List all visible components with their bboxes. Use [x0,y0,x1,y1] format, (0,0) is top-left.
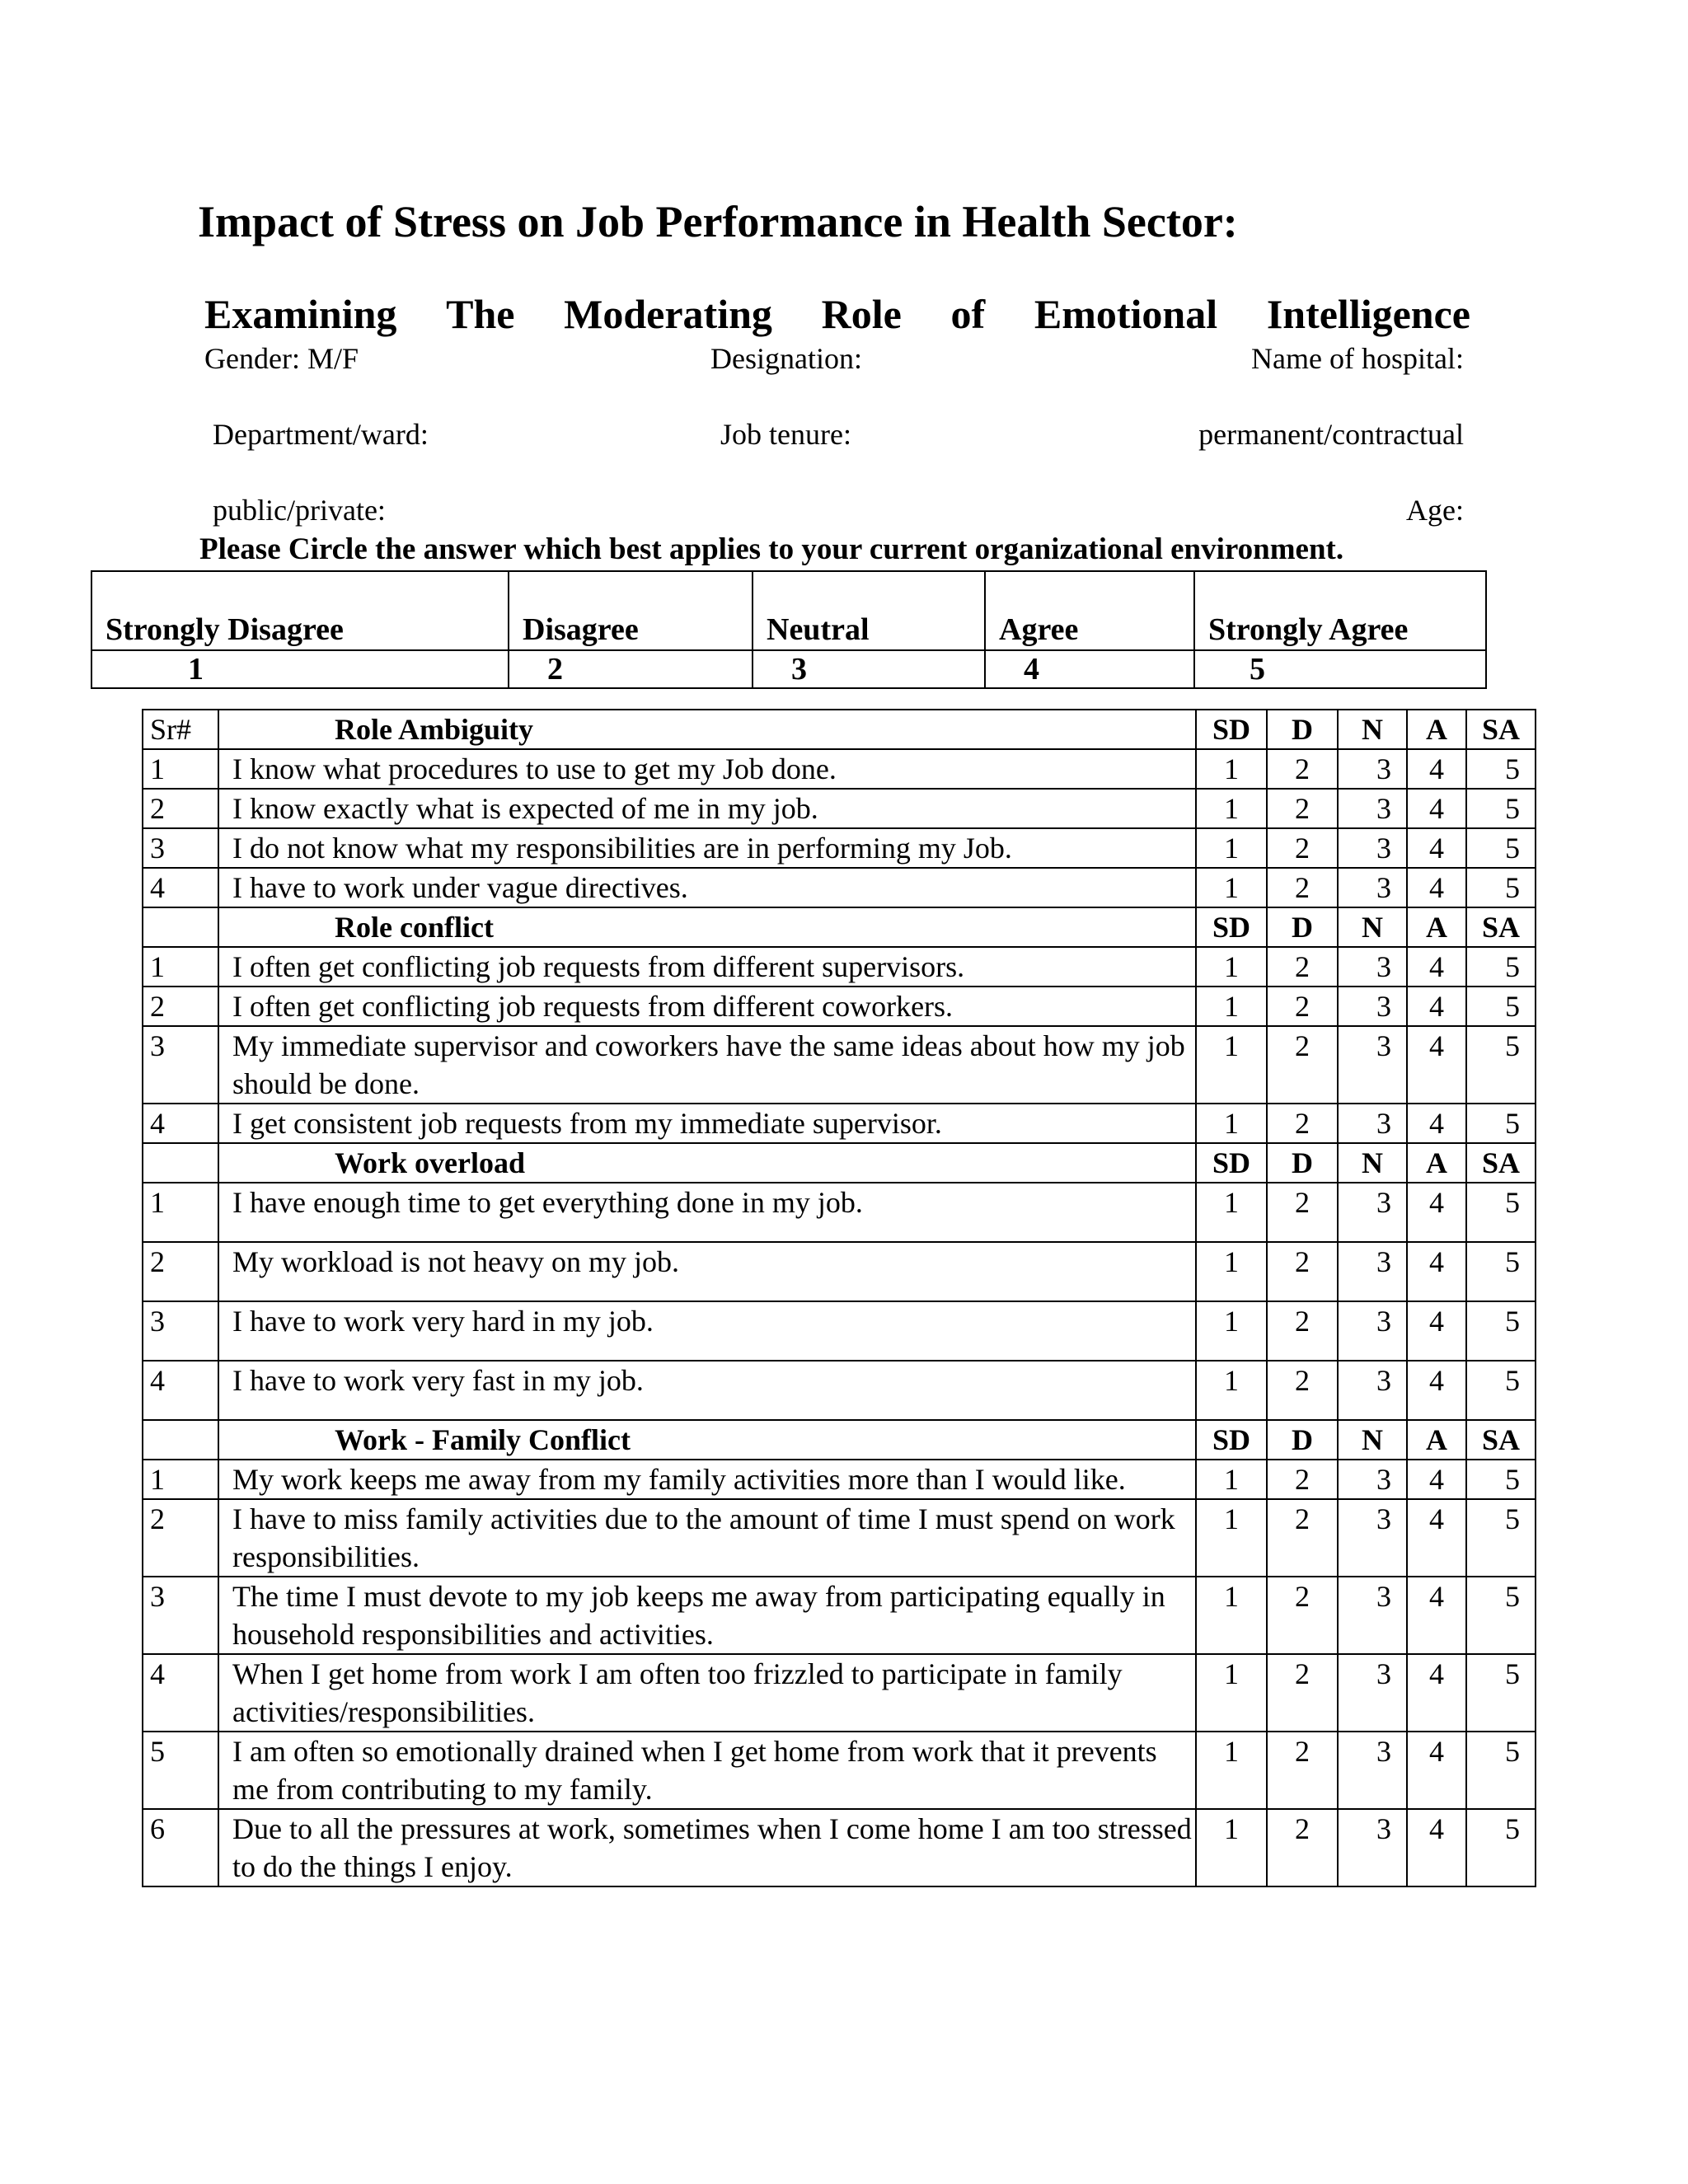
section-title: Work - Family Conflict [218,1420,1196,1460]
question-row [143,1361,1536,1420]
question-number: 2 [143,789,218,828]
scale-option[interactable]: 2 [1267,828,1338,868]
scale-option[interactable]: 5 [1466,1183,1536,1242]
question-row [143,1732,1536,1809]
scale-column-header: A [1407,1143,1466,1183]
scale-option[interactable]: 2 [1267,947,1338,987]
scale-column-header: D [1267,907,1338,947]
question-number: 4 [143,1104,218,1143]
scale-column-header: N [1338,1420,1407,1460]
scale-column-header: D [1267,710,1338,749]
instruction-text: Please Circle the answer which best applies to your current organizational environment. [199,532,1344,566]
sr-cell-empty [143,1143,218,1183]
question-row [143,1242,1536,1301]
scale-column-header: SD [1196,710,1267,749]
scale-option[interactable]: 1 [1196,1301,1267,1361]
question-text: The time I must devote to my job keeps me away from participating equally in household responsibilities and activities. [218,1577,1196,1654]
sr-column-header: Sr# [143,710,218,749]
scale-option[interactable]: 5 [1466,789,1536,828]
contract-type-field-label: permanent/contractual [1198,418,1464,451]
question-number: 3 [143,1577,218,1654]
page-subtitle [204,290,1470,338]
scale-option[interactable]: 5 [1466,749,1536,789]
scale-option[interactable]: 5 [1466,1301,1536,1361]
question-text: I have to work very hard in my job. [218,1301,1196,1361]
scale-option[interactable]: 1 [1196,828,1267,868]
question-row [143,987,1536,1026]
question-number: 1 [143,947,218,987]
legend-label: Neutral [753,571,985,650]
scale-option[interactable]: 5 [1466,1460,1536,1499]
question-text: I get consistent job requests from my immediate supervisor. [218,1104,1196,1143]
legend-value: 2 [509,650,753,688]
scale-option[interactable]: 4 [1407,1301,1466,1361]
question-number: 1 [143,1183,218,1242]
sr-cell-empty [143,907,218,947]
scale-option[interactable]: 5 [1466,987,1536,1026]
scale-option[interactable]: 1 [1196,749,1267,789]
section-header-row [143,907,1536,947]
scale-option[interactable]: 5 [1466,1242,1536,1301]
scale-option[interactable]: 1 [1196,1732,1267,1809]
subtitle-word: Emotional [1034,291,1218,337]
question-row [143,1577,1536,1654]
question-text: I do not know what my responsibilities are in performing my Job. [218,828,1196,868]
scale-option[interactable]: 4 [1407,1361,1466,1420]
question-row [143,868,1536,907]
question-number: 5 [143,1732,218,1809]
question-row [143,1183,1536,1242]
scale-option[interactable]: 4 [1407,749,1466,789]
question-text: I often get conflicting job requests from different coworkers. [218,987,1196,1026]
scale-column-header: N [1338,907,1407,947]
scale-option[interactable]: 3 [1338,1361,1407,1420]
scale-option[interactable]: 2 [1267,1577,1338,1654]
scale-column-header: N [1338,1143,1407,1183]
question-number: 3 [143,1026,218,1104]
scale-option[interactable]: 3 [1338,828,1407,868]
scale-option[interactable]: 1 [1196,868,1267,907]
scale-option[interactable]: 2 [1267,1026,1338,1104]
scale-option[interactable]: 4 [1407,789,1466,828]
scale-legend-table [91,570,1487,689]
subtitle-word: Moderating [564,291,772,337]
question-row [143,947,1536,987]
question-number: 1 [143,749,218,789]
scale-option[interactable]: 3 [1338,1460,1407,1499]
scale-option[interactable]: 2 [1267,1242,1338,1301]
scale-option[interactable]: 4 [1407,828,1466,868]
scale-column-header: N [1338,710,1407,749]
legend-label: Strongly Disagree [91,571,509,650]
question-row [143,1026,1536,1104]
scale-option[interactable]: 1 [1196,789,1267,828]
legend-value: 1 [91,650,509,688]
scale-option[interactable]: 2 [1267,1732,1338,1809]
question-text: I know what procedures to use to get my Job done. [218,749,1196,789]
question-number: 2 [143,1242,218,1301]
scale-option[interactable]: 4 [1407,1242,1466,1301]
question-row [143,1809,1536,1886]
legend-label: Strongly Agree [1194,571,1486,650]
scale-column-header: A [1407,710,1466,749]
scale-option[interactable]: 4 [1407,1183,1466,1242]
scale-option[interactable]: 1 [1196,1460,1267,1499]
scale-option[interactable]: 1 [1196,1361,1267,1420]
question-row [143,828,1536,868]
question-text: I have to miss family activities due to the amount of time I must spend on work responsibilities. [218,1499,1196,1577]
question-row [143,1104,1536,1143]
scale-option[interactable]: 3 [1338,1499,1407,1577]
question-row [143,1301,1536,1361]
scale-option[interactable]: 3 [1338,1732,1407,1809]
legend-value: 4 [985,650,1194,688]
scale-option[interactable]: 1 [1196,1242,1267,1301]
scale-option[interactable]: 2 [1267,1301,1338,1361]
hospital-name-field-label: Name of hospital: [1251,342,1464,375]
subtitle-word: of [950,291,986,337]
scale-option[interactable]: 3 [1338,1183,1407,1242]
scale-option[interactable]: 3 [1338,868,1407,907]
legend-label: Agree [985,571,1194,650]
scale-option[interactable]: 2 [1267,1809,1338,1886]
scale-column-header: SD [1196,1143,1267,1183]
scale-column-header: SA [1466,1143,1536,1183]
question-text: I am often so emotionally drained when I get home from work that it prevents me from contributing to my family. [218,1732,1196,1809]
scale-option[interactable]: 4 [1407,987,1466,1026]
scale-option[interactable]: 5 [1466,1026,1536,1104]
scale-option[interactable]: 5 [1466,1104,1536,1143]
scale-option[interactable]: 3 [1338,789,1407,828]
scale-option[interactable]: 1 [1196,1577,1267,1654]
scale-option[interactable]: 2 [1267,987,1338,1026]
subtitle-word: Intelligence [1266,291,1470,337]
subtitle-word: Role [821,291,902,337]
scale-option[interactable]: 4 [1407,1499,1466,1577]
question-number: 4 [143,1361,218,1420]
scale-column-header: D [1267,1143,1338,1183]
department-field-label: Department/ward: [213,418,429,451]
section-header-row [143,1143,1536,1183]
sector-field-label: public/private: [213,494,386,527]
scale-option[interactable]: 5 [1466,1809,1536,1886]
scale-option[interactable]: 4 [1407,1104,1466,1143]
scale-option[interactable]: 4 [1407,868,1466,907]
question-text: I have to work very fast in my job. [218,1361,1196,1420]
scale-option[interactable]: 3 [1338,749,1407,789]
scale-option[interactable]: 3 [1338,1301,1407,1361]
question-text: Due to all the pressures at work, sometimes when I come home I am too stressed to do the things I enjoy. [218,1809,1196,1886]
scale-option[interactable]: 3 [1338,1104,1407,1143]
scale-option[interactable]: 2 [1267,1361,1338,1420]
scale-option[interactable]: 4 [1407,1809,1466,1886]
scale-option[interactable]: 5 [1466,1361,1536,1420]
scale-option[interactable]: 5 [1466,1499,1536,1577]
scale-option[interactable]: 2 [1267,749,1338,789]
section-header-row [143,710,1536,749]
section-header-row [143,1420,1536,1460]
scale-column-header: D [1267,1420,1338,1460]
scale-option[interactable]: 3 [1338,1654,1407,1732]
question-number: 4 [143,868,218,907]
age-field-label: Age: [1406,494,1464,527]
scale-option[interactable]: 3 [1338,947,1407,987]
scale-option[interactable]: 4 [1407,947,1466,987]
questionnaire-table [142,709,1536,1887]
gender-field-label: Gender: M/F [204,342,359,375]
scale-option[interactable]: 1 [1196,1499,1267,1577]
scale-option[interactable]: 2 [1267,868,1338,907]
legend-value: 5 [1194,650,1486,688]
question-number: 2 [143,1499,218,1577]
scale-option[interactable]: 3 [1338,1242,1407,1301]
scale-option[interactable]: 5 [1466,947,1536,987]
question-row [143,1654,1536,1732]
scale-option[interactable]: 1 [1196,1026,1267,1104]
scale-option[interactable]: 2 [1267,1104,1338,1143]
scale-column-header: SD [1196,1420,1267,1460]
scale-option[interactable]: 3 [1338,1026,1407,1104]
designation-field-label: Designation: [710,342,862,375]
question-text: My immediate supervisor and coworkers have the same ideas about how my job should be done. [218,1026,1196,1104]
scale-column-header: SA [1466,710,1536,749]
scale-option[interactable]: 1 [1196,1809,1267,1886]
scale-option[interactable]: 5 [1466,868,1536,907]
sr-cell-empty [143,1420,218,1460]
question-row [143,789,1536,828]
scale-option[interactable]: 5 [1466,1732,1536,1809]
question-text: I have enough time to get everything done in my job. [218,1183,1196,1242]
scale-option[interactable]: 2 [1267,1654,1338,1732]
question-number: 1 [143,1460,218,1499]
question-row [143,1499,1536,1577]
section-title: Role Ambiguity [218,710,1196,749]
scale-option[interactable]: 5 [1466,1654,1536,1732]
scale-column-header: SD [1196,907,1267,947]
scale-column-header: A [1407,907,1466,947]
section-title: Role conflict [218,907,1196,947]
scale-option[interactable]: 4 [1407,1460,1466,1499]
scale-option[interactable]: 5 [1466,828,1536,868]
scale-option[interactable]: 4 [1407,1654,1466,1732]
scale-option[interactable]: 1 [1196,987,1267,1026]
question-row [143,749,1536,789]
question-text: I often get conflicting job requests from different supervisors. [218,947,1196,987]
section-title: Work overload [218,1143,1196,1183]
scale-column-header: A [1407,1420,1466,1460]
subtitle-word: Examining [204,291,397,337]
question-number: 6 [143,1809,218,1886]
question-text: I know exactly what is expected of me in my job. [218,789,1196,828]
question-number: 2 [143,987,218,1026]
scale-option[interactable]: 2 [1267,789,1338,828]
scale-option[interactable]: 3 [1338,1577,1407,1654]
scale-option[interactable]: 2 [1267,1183,1338,1242]
subtitle-word: The [446,291,515,337]
scale-column-header: SA [1466,1420,1536,1460]
question-row [143,1460,1536,1499]
scale-option[interactable]: 2 [1267,1460,1338,1499]
question-text: When I get home from work I am often too frizzled to participate in family activities/responsibilities. [218,1654,1196,1732]
scale-option[interactable]: 1 [1196,1183,1267,1242]
scale-column-header: SA [1466,907,1536,947]
scale-option[interactable]: 1 [1196,947,1267,987]
page-title: Impact of Stress on Job Performance in Health Sector: [198,197,1238,246]
question-number: 4 [143,1654,218,1732]
scale-option[interactable]: 4 [1407,1026,1466,1104]
scale-option[interactable]: 1 [1196,1104,1267,1143]
scale-option[interactable]: 3 [1338,1809,1407,1886]
scale-option[interactable]: 2 [1267,1499,1338,1577]
question-number: 3 [143,1301,218,1361]
question-number: 3 [143,828,218,868]
legend-value: 3 [753,650,985,688]
scale-option[interactable]: 5 [1466,1577,1536,1654]
scale-option[interactable]: 1 [1196,1654,1267,1732]
legend-label: Disagree [509,571,753,650]
scale-option[interactable]: 4 [1407,1577,1466,1654]
scale-option[interactable]: 3 [1338,987,1407,1026]
question-text: My workload is not heavy on my job. [218,1242,1196,1301]
question-text: I have to work under vague directives. [218,868,1196,907]
question-text: My work keeps me away from my family activities more than I would like. [218,1460,1196,1499]
scale-option[interactable]: 4 [1407,1732,1466,1809]
job-tenure-field-label: Job tenure: [720,418,851,451]
